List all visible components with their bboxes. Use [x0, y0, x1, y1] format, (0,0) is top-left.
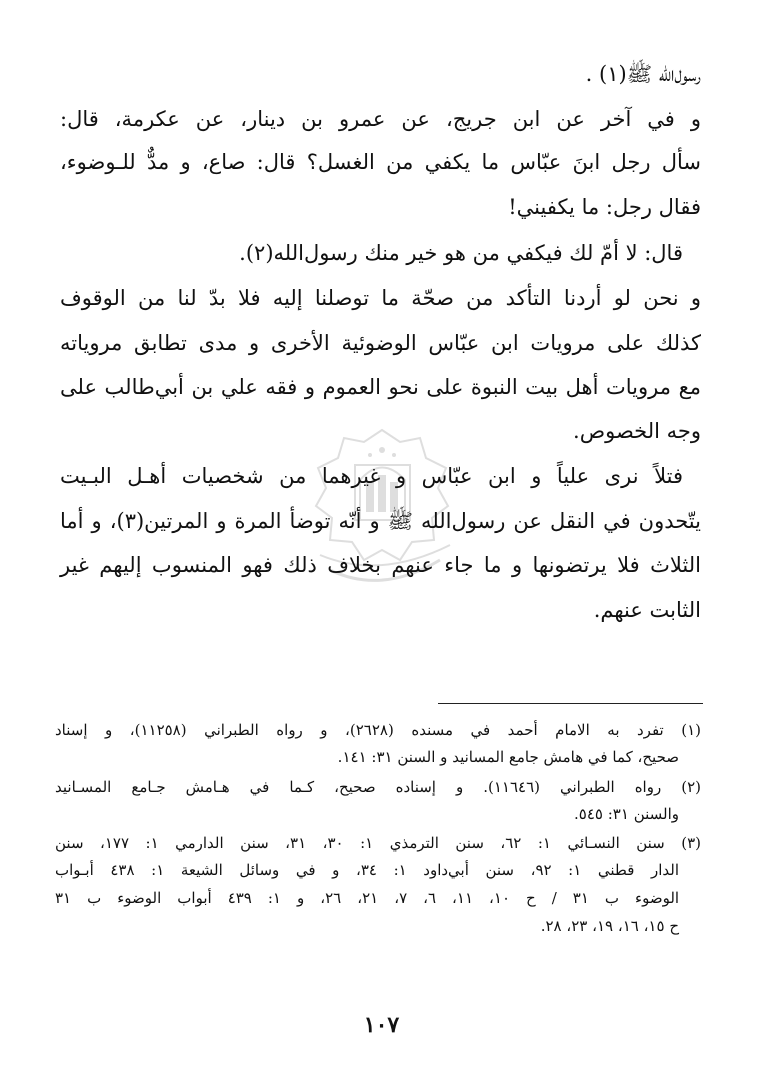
- footnote-2-line-1: (٢) رواه الطبراني (١١٦٤٦). و إسناده صحيح، كـما في هـامش جـامع المسـانيد: [55, 778, 701, 796]
- body-line-5: قال: لا أمّ لك فيكفي من هو خير منك رسول‌الله(٢).: [239, 241, 683, 265]
- body-line-7: كذلك على مرويات ابن عبّاس الوضوئية الأخرى و مدى تطابق مروياته: [60, 331, 701, 355]
- footnote-divider: [438, 703, 703, 704]
- body-line-1: رسول‌الله ﷺ(١) .: [585, 62, 701, 86]
- page-number: ١٠٧: [363, 1012, 400, 1038]
- body-line-8: مع مرويات أهل بيت النبوة على نحو العموم و فقه علي بن أبي‌طالب على: [60, 375, 701, 399]
- body-line-10: فتلاً نرى علياً و ابن عبّاس و غيرهما من شخصيات أهـل البـيت: [60, 464, 683, 488]
- body-line-11: يتّحدون في النقل عن رسول‌الله ﷺ و أنّه توضأ المرة و المرتين(٣)، و أما: [60, 509, 701, 533]
- body-line-12: الثلاث فلا يرتضونها و ما جاء عنهم بخلاف ذلك فهو المنسوب إليهم غير: [60, 553, 701, 577]
- footnote-3-line-2: الدار قطني ١: ٩٢، سنن أبي‌داود ١: ٣٤، و في وسائل الشيعة ١: ٤٣٨ أبـواب: [55, 861, 680, 879]
- body-line-2: و في آخر عن ابن جريج، عن عمرو بن دينار، عن عكرمة، قال:: [60, 107, 701, 131]
- footnote-3-line-1: (٣) سنن النسـائي ١: ٦٢، سنن الترمذي ١: ٣٠، ٣١، سنن الدارمي ١: ١٧٧، سنن: [55, 834, 702, 852]
- footnote-3-line-3: الوضوء ب ٣١ / ح ١٠، ١١، ٦، ٧، ٢١، ٢٦، و ١: ٤٣٩ أبواب الوضوء ب ٣١: [55, 889, 680, 907]
- body-line-3: سأل رجل ابنَ عبّاس ما يكفي من الغسل؟ قال: صاع، و مدٌّ للـوضوء،: [60, 150, 701, 174]
- body-line-13: الثابت عنهم.: [593, 598, 701, 622]
- body-line-9: وجه الخصوص.: [573, 419, 701, 443]
- footnote-3-line-4: ح ١٥، ١٦، ١٩، ٢٣، ٢٨.: [540, 917, 679, 935]
- body-line-4: فقال رجل: ما يكفيني!: [508, 195, 701, 219]
- footnote-1-line-1: (١) تفرد به الامام أحمد في مسنده (٢٦٢٨)، و رواه الطبراني (١١٢٥٨)، و إسناد: [55, 721, 701, 739]
- footnote-2-line-2: والسنن ٣١: ٥٤٥.: [574, 805, 679, 823]
- body-line-6: و نحن لو أردنا التأكد من صحّة ما توصلنا إليه فلا بدّ لنا من الوقوف: [60, 286, 701, 310]
- footnote-1-line-2: صحيح، كما في هامش جامع المسانيد و السنن ٣١: ١٤١.: [337, 748, 679, 766]
